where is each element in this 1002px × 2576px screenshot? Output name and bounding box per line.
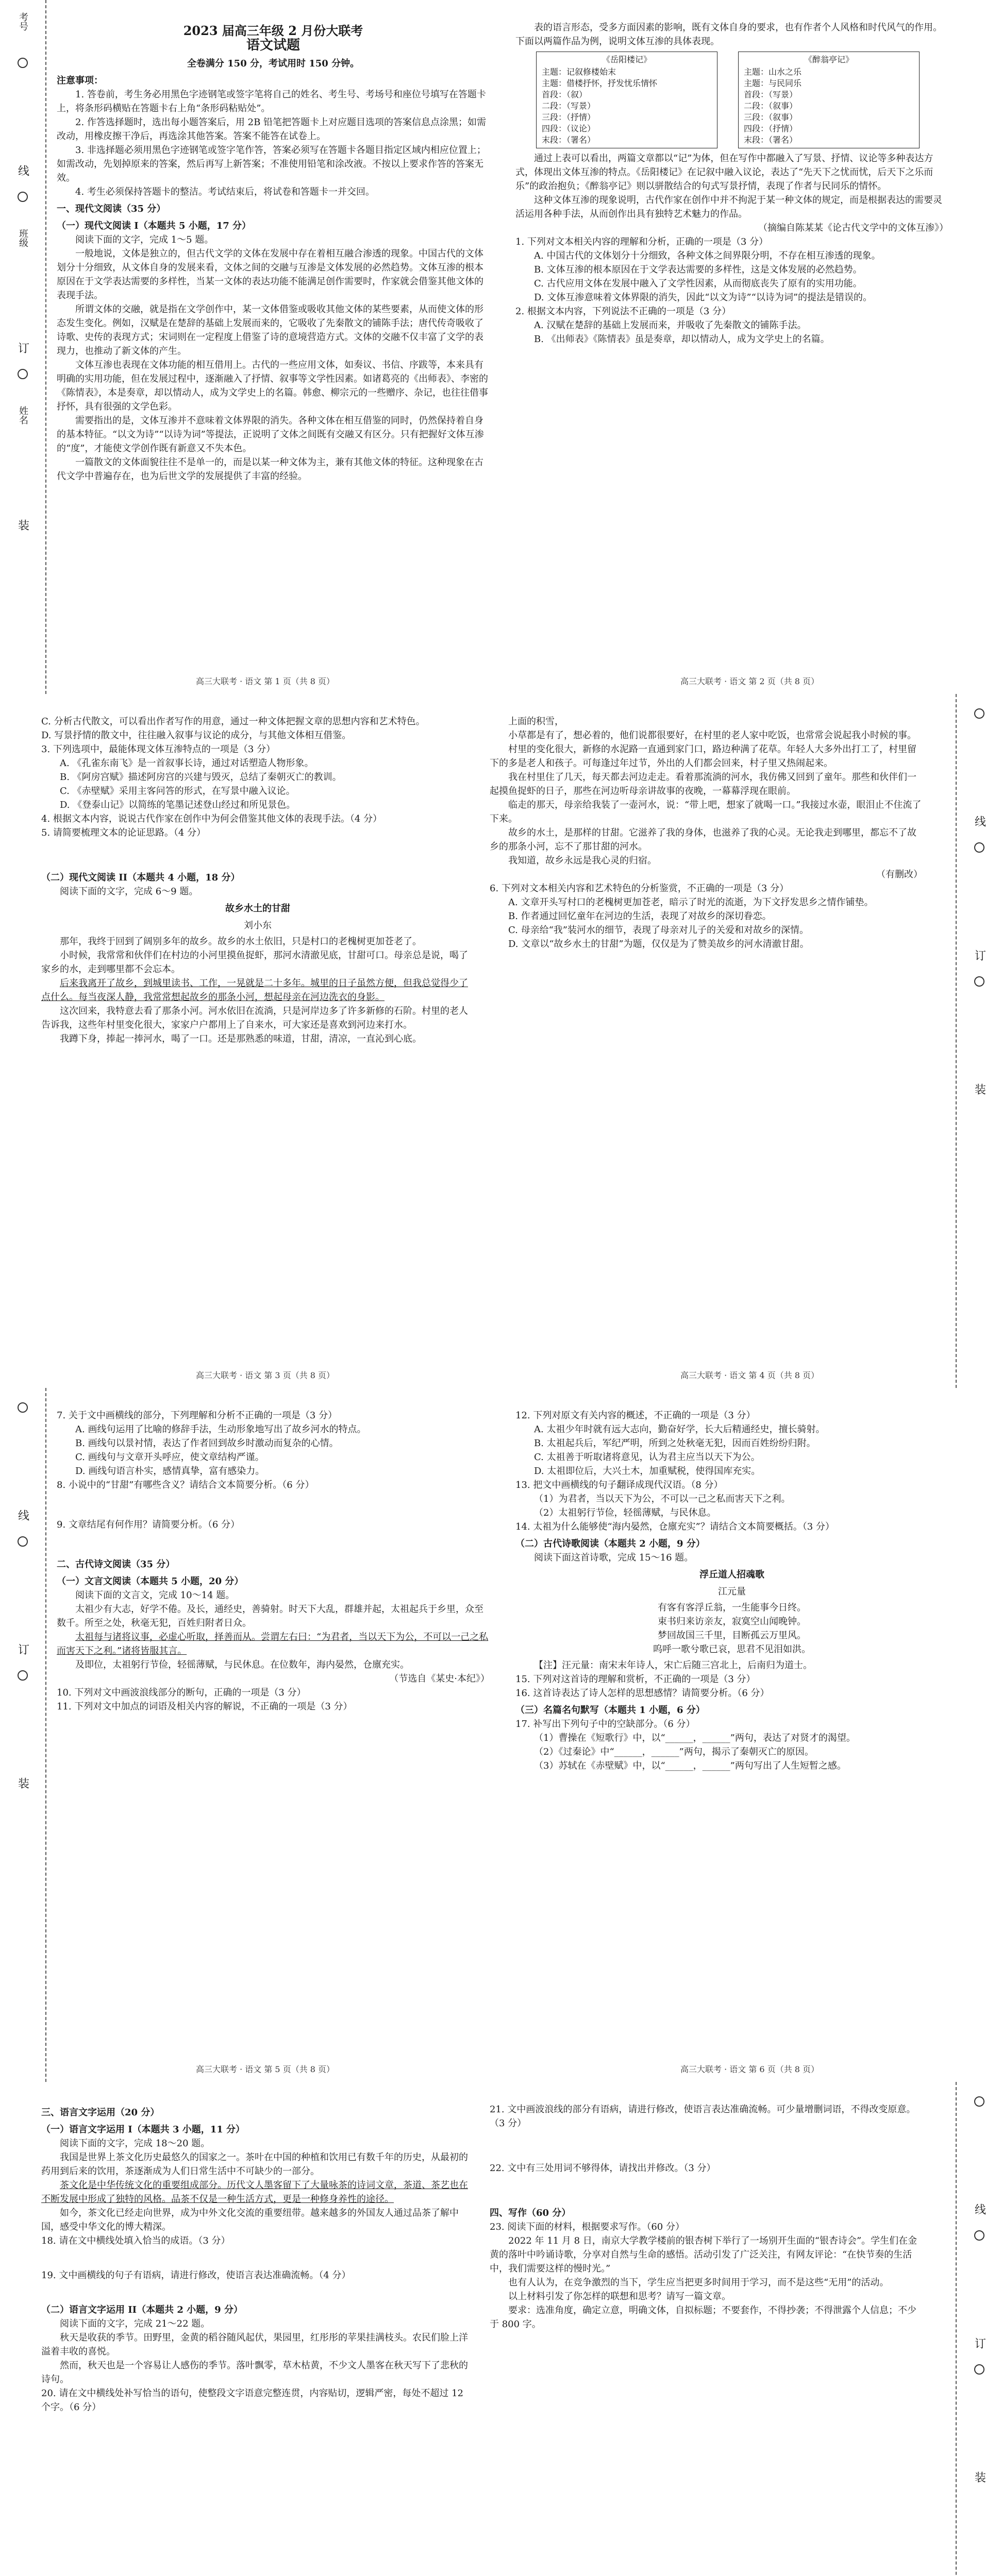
passage-paragraph: 一篇散文的文体面貌往往不是单一的，而是以某一种文体为主，兼有其他文体的特征。这种现象在古代文学中普遍存在，也为后世文学的发展提供了丰富的经验。 bbox=[57, 457, 483, 482]
question-stem: 14. 太祖为什么能够使“海内晏然，仓廪充实”？请结合文本简要概括。（3 分） bbox=[515, 1521, 834, 1532]
question-option: B. 太祖起兵后，军纪严明，所到之处秋毫无犯，因而百姓纷纷归附。 bbox=[534, 1438, 816, 1449]
notes-heading: 注意事项： bbox=[57, 75, 103, 86]
page2-right-column bbox=[490, 715, 923, 951]
subsection-heading: （一）语言文字运用 I（本题共 3 小题，11 分） bbox=[41, 2124, 245, 2135]
table-row: 四段：（抒情） bbox=[744, 124, 798, 133]
binding-strip bbox=[956, 694, 1002, 1388]
table-row: 主题：山水之乐 bbox=[744, 67, 802, 77]
passage-paragraph: 秋天是收获的季节。田野里，金黄的稻谷随风起伏，果园里，红彤彤的苹果挂满枝头。农民们脸上洋溢着丰收的喜悦。 bbox=[41, 2332, 468, 2357]
binding-strip bbox=[0, 0, 46, 694]
question-item: （2）《过秦论》中“______，______”两句，揭示了秦朝灭亡的原因。 bbox=[534, 1747, 814, 1757]
binding-hole bbox=[18, 58, 28, 68]
page-footer: 高三大联考 · 语文 第 5 页（共 8 页） bbox=[196, 2064, 335, 2074]
question-stem: 13. 把文中画横线的句子翻译成现代汉语。（8 分） bbox=[515, 1480, 723, 1490]
question-stem: 21. 文中画波浪线的部分有语病，请进行修改，使语言表达准确流畅。可少量增删词语，不得改变原意。（3 分） bbox=[490, 2104, 916, 2129]
question-stem: 11. 下列对文中加点的词语及相关内容的解说，不正确的一项是（3 分） bbox=[57, 1701, 353, 1712]
page-footer: 高三大联考 · 语文 第 6 页（共 8 页） bbox=[680, 2064, 820, 2074]
question-option: C. 古代应用文体在发展中融入了文学性因素，从而彻底丧失了原有的实用功能。 bbox=[534, 278, 862, 289]
question-stem: 3. 下列选项中，最能体现文体互渗特点的一项是（3 分） bbox=[41, 744, 276, 755]
passage-paragraph: 上面的积雪， bbox=[508, 716, 564, 727]
question-stem: 20. 请在文中横线处补写恰当的语句，使整段文字语意完整连贯，内容贴切，逻辑严密，每处不超过 12 个字。（6 分） bbox=[41, 2388, 463, 2413]
table-box-left bbox=[536, 52, 717, 148]
binding-hole bbox=[18, 369, 28, 379]
question-item: （1）为君者，当以天下为公，不可以一己之私而害天下之利。 bbox=[534, 1494, 791, 1504]
passage-paragraph: 要求：选准角度，确定立意，明确文体，自拟标题；不要套作，不得抄袭；不得泄露个人信息；不少于 800 字。 bbox=[490, 2305, 916, 2330]
passage-paragraph: 太祖每与诸将议事，必虚心听取，择善而从。尝谓左右曰：“为君者，当以天下为公，不可以一己之私而害天下之利。”诸将皆服其言。 bbox=[57, 1632, 489, 1656]
exam-page-3 bbox=[0, 1388, 1002, 2082]
page2-left-column bbox=[41, 715, 474, 1046]
question-stem: 2. 根据文本内容，下列说法不正确的一项是（3 分） bbox=[515, 306, 731, 317]
section-heading: 一、现代文阅读（35 分） bbox=[57, 204, 166, 214]
passage-paragraph: 2022 年 11 月 8 日，南京大学教学楼前的银杏树下举行了一场别开生面的“银杏诗会”。学生们在金黄的落叶中吟诵诗歌，分享对自然与生命的感悟。活动引发了广泛关注，有网友评论：“在快节奏的生活中，我们需要这样的慢时光。” bbox=[490, 2235, 917, 2274]
question-option: C. 太祖善于听取诸将意见，认为君主应当以天下为公。 bbox=[534, 1452, 760, 1463]
question-option: B. 《出师表》《陈情表》虽是奏章，却以情动人，成为文学史上的名篇。 bbox=[534, 334, 830, 345]
question-stem: 19. 文中画横线的句子有语病，请进行修改，使语言表达准确流畅。（4 分） bbox=[41, 2270, 351, 2281]
passage-paragraph: 我知道，故乡永远是我心灵的归宿。 bbox=[508, 855, 657, 866]
note-item: 2. 作答选择题时，选出每小题答案后，用 2B 铅笔把答题卡上对应题目选项的答案信息点涂黑；如需改动，用橡皮擦干净后，再选涂其他答案。答案不能答在试卷上。 bbox=[57, 117, 487, 142]
source-note: （节选自《某史·本纪》） bbox=[389, 1673, 490, 1684]
poem-line: 梦回故国三千里，目断孤云万里风。 bbox=[658, 1630, 806, 1641]
table-row: 首段：（叙） bbox=[542, 90, 588, 99]
page-footer: 高三大联考 · 语文 第 2 页（共 8 页） bbox=[680, 676, 820, 686]
table-row: 主题：与民同乐 bbox=[744, 78, 802, 88]
passage-paragraph: 故乡的水土，是那样的甘甜。它滋养了我的身体，也滋养了我的心灵。无论我走到哪里，都忘不了故乡的那条小河，忘不了那甘甜的河水。 bbox=[490, 827, 916, 852]
exam-page-2 bbox=[0, 694, 1002, 1388]
binding-hole bbox=[18, 1670, 28, 1681]
table-row: 二段：（写景） bbox=[542, 101, 596, 111]
binding-hole bbox=[974, 976, 984, 987]
question-stem: 17. 补写出下列句子中的空缺部分。（6 分） bbox=[515, 1719, 695, 1730]
question-item: （3）苏轼在《赤壁赋》中，以“______，______”两句写出了人生短暂之感。 bbox=[534, 1760, 846, 1771]
table-box-title: 《岳阳楼记》 bbox=[602, 55, 652, 64]
question-stem: 1. 下列对文本相关内容的理解和分析，正确的一项是（3 分） bbox=[515, 236, 769, 247]
question-option: D. 《登泰山记》以简练的笔墨记述登山经过和所见景色。 bbox=[60, 800, 296, 810]
poem-line: 束书归来访亲友，寂寞空山闻晚钟。 bbox=[658, 1616, 806, 1627]
table-row: 主题：借楼抒怀，抒发忧乐情怀 bbox=[542, 78, 658, 88]
question-option: C. 母亲给“我”装河水的细节，表现了母亲对儿子的关爱和对故乡的深情。 bbox=[508, 925, 809, 936]
passage-paragraph: 也有人认为，在竞争激烈的当下，学生应当把更多时间用于学习，而不是这些“无用”的活动。 bbox=[508, 2277, 889, 2288]
question-option: C. 《赤壁赋》采用主客问答的形式，在写景中融入议论。 bbox=[60, 786, 295, 796]
passage-paragraph: 这种文体互渗的现象说明，古代作家在创作中并不拘泥于某一种文体的规定，而是根据表达的需要灵活运用各种手法，从而创作出具有独特艺术魅力的作品。 bbox=[515, 195, 942, 219]
passage-paragraph: 如今，茶文化已经走向世界，成为中外文化交流的重要纽带。越来越多的外国友人通过品茶了解中国，感受中华文化的博大精深。 bbox=[41, 2208, 459, 2232]
field-label: 班级 bbox=[18, 229, 28, 247]
instruction: 阅读下面的文字，完成 21～22 题。 bbox=[60, 2318, 210, 2329]
poem-body bbox=[515, 1601, 948, 1656]
poem-line: 呜呼一歌兮歌已哀，思君不见泪如洪。 bbox=[653, 1644, 811, 1655]
table-row: 四段：（议论） bbox=[542, 124, 596, 133]
question-stem: 22. 文中有三处用词不够得体，请找出并修改。（3 分） bbox=[490, 2163, 716, 2174]
question-stem: 15. 下列对这首诗的理解和赏析，不正确的一项是（3 分） bbox=[515, 1674, 756, 1685]
binding-strip bbox=[0, 1388, 46, 2082]
question-option: B. 画线句以景衬情，表达了作者回到故乡时激动而复杂的心情。 bbox=[75, 1438, 339, 1449]
binding-hole bbox=[18, 1402, 28, 1413]
question-option: A. 中国古代的文体划分十分细致，各种文体之间界限分明，不存在相互渗透的现象。 bbox=[534, 250, 881, 261]
question-option: C. 分析古代散文，可以看出作者写作的用意，通过一种文体把握文章的思想内容和艺术特色。 bbox=[41, 716, 425, 727]
subsection-heading: （一）现代文阅读 I（本题共 5 小题，17 分） bbox=[57, 221, 252, 231]
passage-paragraph: 需要指出的是，文体互渗并不意味着文体界限的消失。各种文体在相互借鉴的同时，仍然保持着自身的基本特征。“以文为诗”“以诗为词”等提法，正说明了文体之间既有交融又有区分。只有把握好文体互渗的“度”，才能使文学创作既有新意又不失本色。 bbox=[57, 415, 484, 454]
table-row: 末段：（署名） bbox=[542, 135, 596, 145]
subsection-heading: （二）现代文阅读 II（本题共 4 小题，18 分） bbox=[41, 872, 240, 883]
page4-right-column bbox=[490, 2103, 923, 2331]
passage-paragraph: 然而，秋天也是一个容易让人感伤的季节。落叶飘零，草木枯黄，不少文人墨客在秋天写下了悲秋的诗句。 bbox=[41, 2360, 468, 2385]
page-footer: 高三大联考 · 语文 第 3 页（共 8 页） bbox=[196, 1370, 335, 1380]
question-stem: 4. 根据文本内容，说说古代作家在创作中为何会借鉴其他文体的表现手法。（4 分） bbox=[41, 814, 382, 824]
binding-word: 订 bbox=[973, 2337, 986, 2350]
binding-word: 线 bbox=[973, 816, 986, 828]
passage-paragraph: 小时候，我常常和伙伴们在村边的小河里摸鱼捉虾，那河水清澈见底，甘甜可口。母亲总是说，喝了家乡的水，走到哪里都不会忘本。 bbox=[41, 950, 468, 975]
binding-word: 订 bbox=[16, 1643, 29, 1656]
binding-word: 装 bbox=[16, 519, 29, 532]
instruction: 阅读下面的文字，完成 6～9 题。 bbox=[60, 886, 198, 897]
poem-author: 江元量 bbox=[718, 1586, 746, 1597]
table-row: 二段：（叙事） bbox=[744, 101, 798, 111]
field-label: 姓名 bbox=[18, 406, 28, 425]
poem-line: 有客有客浮丘翁，一生能事今日终。 bbox=[658, 1602, 806, 1613]
page-footer: 高三大联考 · 语文 第 1 页（共 8 页） bbox=[196, 676, 335, 686]
table-row: 三段：（叙事） bbox=[744, 112, 798, 122]
question-stem: 7. 关于文中画横线的部分，下列理解和分析不正确的一项是（3 分） bbox=[57, 1410, 338, 1421]
question-stem: 10. 下列对文中画波浪线部分的断句，正确的一项是（3 分） bbox=[57, 1687, 306, 1698]
section-heading: 四、写作（60 分） bbox=[490, 2208, 571, 2218]
table-row: 三段：（抒情） bbox=[542, 112, 596, 122]
passage-paragraph: 我国是世界上茶文化历史最悠久的国家之一。茶叶在中国的种植和饮用已有数千年的历史，从最初的药用到后来的饮用，茶逐渐成为人们日常生活中不可缺少的一部分。 bbox=[41, 2152, 468, 2177]
question-option: C. 画线句与文章开头呼应，使文章结构严谨。 bbox=[75, 1452, 264, 1463]
passage-paragraph: 这次回来，我特意去看了那条小河。河水依旧在流淌，只是河岸边多了许多新修的石阶。村里的老人告诉我，这些年村里变化很大，家家户户都用上了自来水，可大家还是喜欢到河边来打水。 bbox=[41, 1006, 468, 1030]
binding-word: 线 bbox=[16, 1510, 29, 1522]
passage-paragraph: 及即位，太祖躬行节俭，轻徭薄赋，与民休息。在位数年，海内晏然，仓廪充实。 bbox=[75, 1659, 409, 1670]
binding-hole bbox=[18, 192, 28, 202]
exam-page-1 bbox=[0, 0, 1002, 694]
question-option: B. 文体互渗的根本原因在于文学表达需要的多样性，这是文体发展的必然趋势。 bbox=[534, 264, 862, 275]
question-stem: 8. 小说中的“甘甜”有哪些含义？请结合文本简要分析。（6 分） bbox=[57, 1480, 314, 1490]
question-option: B. 《阿房宫赋》描述阿房宫的兴建与毁灭，总结了秦朝灭亡的教训。 bbox=[60, 772, 342, 783]
question-stem: 9. 文章结尾有何作用？请简要分析。（6 分） bbox=[57, 1519, 240, 1530]
question-stem: 5. 请简要梳理文本的论证思路。（4 分） bbox=[41, 827, 206, 838]
table-row: 末段：（署名） bbox=[744, 135, 798, 145]
page-footer: 高三大联考 · 语文 第 4 页（共 8 页） bbox=[680, 1370, 820, 1380]
question-option: A. 汉赋在楚辞的基础上发展而来，并吸收了先秦散文的铺陈手法。 bbox=[534, 320, 807, 331]
question-option: D. 文章以“故乡水土的甘甜”为题，仅仅是为了赞美故乡的河水清澈甘甜。 bbox=[508, 939, 809, 950]
passage-paragraph: 以上材料引发了你怎样的联想和思考？请写一篇文章。 bbox=[508, 2291, 731, 2302]
passage-paragraph: 一般地说，文体是独立的，但古代文学的文体在发展中存在着相互融合渗透的现象。中国古代的文体划分十分细致，从文体自身的发展来看，文体之间的交融与互渗是文体发展的必然趋势。文体互渗的根本原因在于文学表达需要的多样性，当某一文体的表达功能不能满足创作需要时，作家就会借鉴其他文体的表现手法。 bbox=[57, 248, 483, 301]
binding-hole bbox=[974, 2230, 984, 2241]
passage-paragraph: 小草都是有了，想必着的，他们说都很要好，在村里的老人家中吃饭，也常常会说起我小时候的事。 bbox=[508, 730, 916, 741]
passage-paragraph: 通过上表可以看出，两篇文章都以“记”为体，但在写作中都融入了写景、抒情、议论等多种表达方式，体现出文体互渗的特点。《岳阳楼记》在记叙中融入议论，表达了“先天下之忧而忧，后天下之乐而乐”的政治抱负；《醉翁亭记》则以骈散结合的句式写景抒情，表现了作者与民同乐的情怀。 bbox=[515, 153, 933, 192]
binding-word: 线 bbox=[973, 2204, 986, 2216]
passage-paragraph: 村里的变化很大，新修的水泥路一直通到家门口，路边种满了花草。年轻人大多外出打工了，村里留下的多是老人和孩子。可每逢过年过节，外出的人们都会回来，村子里又热闹起来。 bbox=[490, 744, 916, 769]
question-stem: 6. 下列对文本相关内容和艺术特色的分析鉴赏，不正确的一项是（3 分） bbox=[490, 883, 789, 894]
passage-paragraph: 后来我离开了故乡，到城里读书、工作，一晃就是二十多年。城里的日子虽然方便，但我总觉得少了点什么。每当夜深人静，我常常想起故乡的那条小河，想起母亲在河边洗衣的身影。 bbox=[41, 978, 468, 1003]
question-stem: 23. 阅读下面的材料，根据要求写作。（60 分） bbox=[490, 2222, 684, 2232]
poem-note: 【注】汪元量：南宋末年诗人，宋亡后随三宫北上，后南归为道士。 bbox=[534, 1660, 812, 1671]
question-item: （1）曹操在《短歌行》中，以“______，______”两句，表达了对贤才的渴望。 bbox=[534, 1733, 856, 1743]
binding-word: 订 bbox=[973, 950, 986, 962]
passage-paragraph: 文体互渗也表现在文体功能的相互借用上。古代的一些应用文体，如奏议、书信、序跋等，本来具有明确的实用功能，但在发展过程中，逐渐融入了抒情、叙事等文学性因素。如诸葛亮的《出师表》、李密的《陈情表》，本是奏章，却以情动人，成为文学史上的名篇。韩愈、柳宗元的一些赠序、杂记，也往往借事抒怀，具有很强的文学色彩。 bbox=[57, 360, 488, 412]
binding-hole bbox=[974, 2096, 984, 2107]
passage-paragraph: 太祖少有大志，好学不倦。及长，通经史，善骑射。时天下大乱，群雄并起，太祖起兵于乡里，众至数千。所至之处，秋毫无犯，百姓归附者日众。 bbox=[57, 1604, 483, 1629]
passage-paragraph: 临走的那天，母亲给我装了一壶河水，说：“带上吧，想家了就喝一口。”我接过水壶，眼泪止不住流了下来。 bbox=[490, 800, 922, 824]
binding-hole bbox=[974, 842, 984, 853]
binding-hole bbox=[18, 1536, 28, 1547]
passage-paragraph: 茶文化是中华传统文化的重要组成部分。历代文人墨客留下了大量咏茶的诗词文章，茶道、茶艺也在不断发展中形成了独特的风格。品茶不仅是一种生活方式，更是一种修身养性的途径。 bbox=[41, 2180, 468, 2205]
question-option: D. 文体互渗意味着文体界限的消失，因此“以文为诗”“以诗为词”的提法是错误的。 bbox=[534, 292, 873, 303]
question-option: A. 《孔雀东南飞》是一首叙事长诗，通过对话塑造人物形象。 bbox=[60, 758, 314, 769]
binding-word: 装 bbox=[973, 2471, 986, 2484]
question-option: A. 太祖少年时就有远大志向，勤奋好学，长大后精通经史，擅长骑射。 bbox=[534, 1424, 825, 1435]
table-row: 首段：（写景） bbox=[744, 90, 798, 99]
question-option: D. 画线句语言朴实，感情真挚，富有感染力。 bbox=[75, 1466, 265, 1477]
page4-left-column bbox=[41, 2103, 474, 2414]
table-box-right bbox=[738, 52, 920, 148]
table-box-title: 《醉翁亭记》 bbox=[804, 55, 854, 64]
instruction: 阅读下面这首诗歌，完成 15～16 题。 bbox=[534, 1552, 694, 1563]
question-stem: 16. 这首诗表达了诗人怎样的思想感情？请简要分析。（6 分） bbox=[515, 1688, 770, 1699]
story-author: 刘小东 bbox=[244, 920, 272, 931]
section-heading: 二、古代诗文阅读（35 分） bbox=[57, 1559, 175, 1570]
instruction: 阅读下面的文字，完成 1～5 题。 bbox=[75, 234, 214, 245]
question-option: D. 太祖即位后，大兴土木，加重赋税，使得国库充实。 bbox=[534, 1466, 761, 1477]
story-title: 故乡水土的甘甜 bbox=[225, 903, 290, 914]
note-item: 4. 考生必须保持答题卡的整洁。考试结束后，将试卷和答题卡一并交回。 bbox=[75, 187, 375, 197]
question-stem: 18. 请在文中横线处填入恰当的成语。（3 分） bbox=[41, 2235, 230, 2246]
binding-word: 线 bbox=[16, 165, 29, 177]
score-note: 全卷满分 150 分，考试用时 150 分钟。 bbox=[187, 58, 360, 69]
comparison-table bbox=[536, 52, 948, 148]
subsection-heading: （一）文言文阅读（本题共 5 小题，20 分） bbox=[57, 1576, 244, 1587]
subsection-heading: （三）名篇名句默写（本题共 1 小题，6 分） bbox=[515, 1705, 705, 1716]
poem-title: 浮丘道人招魂歌 bbox=[699, 1569, 764, 1580]
page3-left-column bbox=[57, 1409, 490, 1714]
field-label: 考号 bbox=[18, 12, 28, 31]
exam-title: 2023 届高三年级 2 月份大联考 bbox=[183, 23, 363, 38]
subsection-heading: （二）语言文字运用 II（本题共 2 小题，9 分） bbox=[41, 2304, 243, 2315]
instruction: 阅读下面的文言文，完成 10～14 题。 bbox=[75, 1590, 235, 1601]
question-item: （2）太祖躬行节俭，轻徭薄赋，与民休息。 bbox=[534, 1507, 716, 1518]
passage-paragraph: 那年，我终于回到了阔别多年的故乡。故乡的水土依旧，只是村口的老槐树更加苍老了。 bbox=[60, 936, 422, 947]
page3-right-column bbox=[515, 1409, 948, 1773]
passage-paragraph: 我在村里住了几天，每天都去河边走走。看着那流淌的河水，我仿佛又回到了童年。那些和伙伴们一起摸鱼捉虾的日子，那些在河边听母亲讲故事的夜晚，一幕幕浮现在眼前。 bbox=[490, 772, 916, 796]
passage-paragraph: 表的语言形态，受多方面因素的影响，既有文体自身的要求，也有作者个人风格和时代风气的作用。下面以两篇作品为例，说明文体互渗的具体表现。 bbox=[515, 22, 942, 47]
binding-strip bbox=[956, 2082, 1002, 2576]
exam-subtitle: 语文试题 bbox=[246, 38, 300, 53]
question-option: B. 作者通过回忆童年在河边的生活，表现了对故乡的深切眷恋。 bbox=[508, 911, 772, 922]
source-note: （摘编自陈某某《论古代文学中的文体互渗》） bbox=[758, 223, 948, 233]
binding-hole bbox=[974, 708, 984, 719]
question-option: D. 写景抒情的散文中，往往融入叙事与议论的成分，与其他文体相互借鉴。 bbox=[41, 730, 352, 741]
question-option: A. 画线句运用了比喻的修辞手法，生动形象地写出了故乡河水的特点。 bbox=[75, 1424, 366, 1435]
exam-page-4 bbox=[0, 2082, 1002, 2576]
binding-word: 订 bbox=[16, 342, 29, 354]
page1-right-column bbox=[515, 21, 948, 346]
subsection-heading: （二）古代诗歌阅读（本题共 2 小题，9 分） bbox=[515, 1538, 705, 1549]
passage-paragraph: 所谓文体的交融，就是指在文学创作中，某一文体借鉴或吸收其他文体的某些要素，从而使文体的形态发生变化。例如，汉赋是在楚辞的基础上发展而来的，它吸收了先秦散文的铺陈手法；唐代传奇吸收了诗歌、史传的表现方式；宋词则在一定程度上借鉴了诗的意境营造方式。文体的交融不仅丰富了文学的表现力，也推动了新文体的产生。 bbox=[57, 304, 483, 357]
note-item: 1. 答卷前，考生务必用黑色字迹钢笔或签字笔将自己的姓名、考生号、考场号和座位号填写在答题卡上，将条形码横贴在答题卡右上角“条形码粘贴处”。 bbox=[57, 89, 486, 114]
source-note: （有删改） bbox=[876, 869, 923, 880]
binding-word: 装 bbox=[16, 1777, 29, 1790]
binding-hole bbox=[974, 2364, 984, 2375]
binding-word: 装 bbox=[973, 1083, 986, 1096]
note-item: 3. 非选择题必须用黑色字迹钢笔或签字笔作答，答案必须写在答题卡各题目指定区域内相应位置上；如需改动，先划掉原来的答案，然后再写上新答案；不准使用铅笔和涂改液。不按以上要求作答的答案无效。 bbox=[57, 145, 486, 183]
section-heading: 三、语言文字运用（20 分） bbox=[41, 2107, 160, 2118]
instruction: 阅读下面的文字，完成 18～20 题。 bbox=[60, 2138, 210, 2149]
question-option: A. 文章开头写村口的老槐树更加苍老，暗示了时光的流逝，为下文抒发思乡之情作铺垫。 bbox=[508, 897, 874, 908]
page1-left-column bbox=[57, 21, 490, 483]
table-row: 主题：记叙修楼始末 bbox=[542, 67, 616, 77]
passage-paragraph: 我蹲下身，捧起一捧河水，喝了一口。还是那熟悉的味道，甘甜，清凉，一直沁到心底。 bbox=[60, 1033, 422, 1044]
question-stem: 12. 下列对原文有关内容的概述，不正确的一项是（3 分） bbox=[515, 1410, 756, 1421]
